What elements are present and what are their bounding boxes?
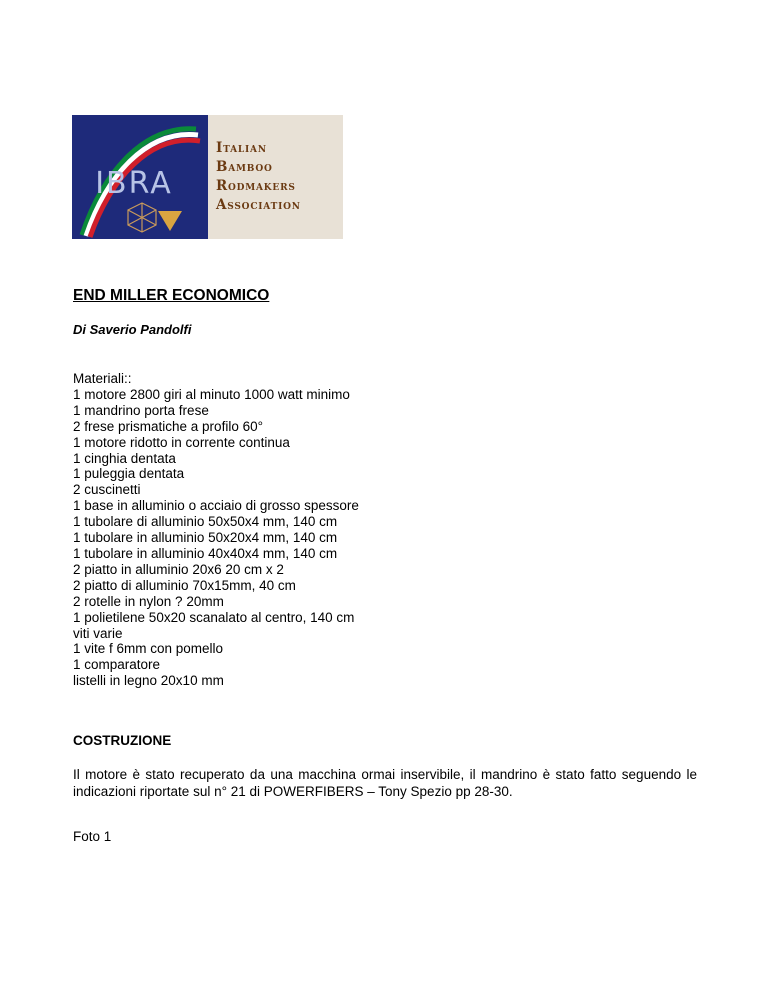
- logo-line-rodmakers: Rodmakers: [216, 178, 296, 194]
- list-item: 1 tubolare in alluminio 50x20x4 mm, 140 cm: [73, 530, 338, 546]
- list-item: 1 cinghia dentata: [73, 450, 176, 466]
- logo-emblem: [72, 115, 208, 239]
- logo-line-bamboo: Bamboo: [216, 159, 273, 175]
- list-item: viti varie: [73, 625, 123, 641]
- logo-line-italian: Italian: [216, 140, 267, 156]
- list-item: 1 base in alluminio o acciaio di grosso spessore: [73, 498, 359, 514]
- list-item: 2 piatto in alluminio 20x6 20 cm x 2: [73, 561, 284, 577]
- list-item: 1 vite f 6mm con pomello: [73, 641, 224, 657]
- list-item: 2 rotelle in nylon ? 20mm: [73, 593, 224, 609]
- list-item: 1 puleggia dentata: [73, 466, 185, 482]
- list-item: 1 mandrino porta frese: [73, 402, 209, 418]
- list-item: 2 cuscinetti: [73, 482, 141, 498]
- section-heading-costruzione: COSTRUZIONE: [73, 733, 172, 748]
- list-item: 1 motore ridotto in corrente continua: [73, 434, 290, 450]
- logo-wordmark: [208, 115, 343, 239]
- list-item: 1 motore 2800 giri al minuto 1000 watt minimo: [73, 386, 350, 402]
- list-item: 2 piatto di alluminio 70x15mm, 40 cm: [73, 577, 296, 593]
- list-item: 1 tubolare in alluminio 40x40x4 mm, 140 cm: [73, 545, 338, 561]
- list-item: 1 comparatore: [73, 657, 161, 673]
- ibra-logo: [72, 115, 343, 239]
- list-item: 1 polietilene 50x20 scanalato al centro, 140 cm: [73, 609, 355, 625]
- list-item: 2 frese prismatiche a profilo 60°: [73, 418, 263, 434]
- document-title: END MILLER ECONOMICO: [73, 287, 270, 304]
- list-item: 1 tubolare di alluminio 50x50x4 mm, 140 cm: [73, 514, 338, 530]
- photo-caption: Foto 1: [73, 829, 112, 844]
- logo-acronym: IBRA: [95, 166, 173, 201]
- materials-list: [73, 371, 359, 689]
- logo-line-association: Association: [216, 197, 301, 213]
- hexagon-icon: [128, 203, 156, 232]
- list-item: listelli in legno 20x10 mm: [73, 673, 224, 689]
- author-byline: Di Saverio Pandolfi: [73, 322, 192, 337]
- materials-heading: Materiali::: [73, 371, 132, 386]
- logo-emblem-graphic: [72, 115, 208, 239]
- triangle-icon: [158, 211, 182, 231]
- construction-paragraph: Il motore è stato recuperato da una macchina ormai inservibile, il mandrino è stato fatto seguendo le indicazioni riportate sul n° 21 di POWERFIBERS – Tony Spezio pp 28-30.: [73, 767, 697, 799]
